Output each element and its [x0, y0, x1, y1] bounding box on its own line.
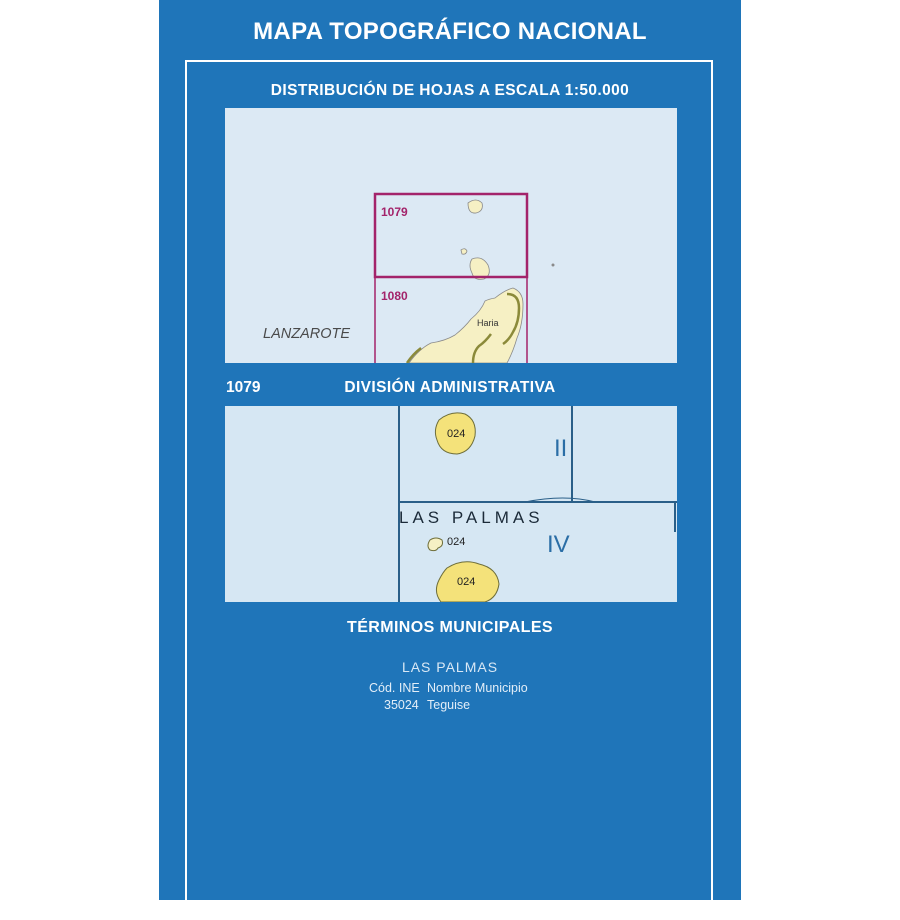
admin-map-graphic — [225, 406, 677, 602]
municipality-code: 024 — [447, 428, 466, 440]
zone-label: IV — [547, 531, 570, 558]
map-cover — [159, 0, 741, 900]
terms-title: TÉRMINOS MUNICIPALES — [347, 619, 553, 636]
terms-province: LAS PALMAS — [401, 659, 499, 675]
distribution-map — [225, 108, 677, 363]
province-label: LAS PALMAS — [399, 508, 544, 527]
municipality-code: 024 — [447, 536, 466, 548]
municipality-code: 024 — [457, 576, 476, 588]
distribution-title: DISTRIBUCIÓN DE HOJAS A ESCALA 1:50.000 — [270, 82, 630, 99]
col-name-header: Nombre Municipio — [427, 681, 528, 695]
admin-map — [225, 406, 677, 602]
sheet-label-1080: 1080 — [381, 289, 408, 303]
zone-label: II — [554, 435, 568, 462]
admin-title: DIVISIÓN ADMINISTRATIVA — [344, 379, 556, 396]
distribution-map-graphic — [225, 108, 677, 363]
island-label: LANZAROTE — [263, 326, 351, 342]
municipality-name-cell: Teguise — [427, 698, 471, 712]
col-code-header: Cód. INE — [369, 681, 420, 695]
town-label: Haria — [477, 318, 499, 328]
cover-title: MAPA TOPOGRÁFICO NACIONAL — [253, 18, 647, 45]
municipality-code-cell: 35024 — [384, 698, 419, 712]
sheet-label-1079: 1079 — [381, 205, 408, 219]
admin-sheet-number: 1079 — [226, 379, 261, 396]
